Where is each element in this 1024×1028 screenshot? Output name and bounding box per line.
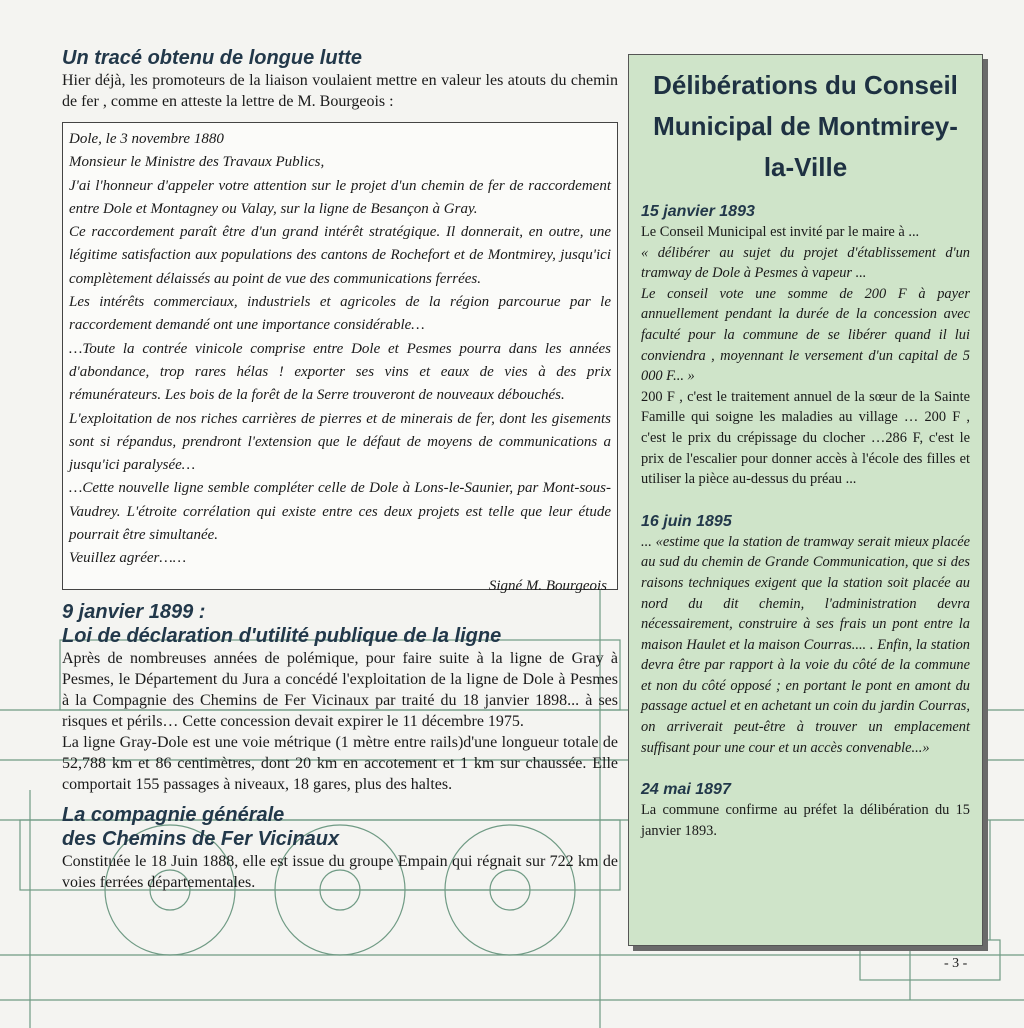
letter-paragraph: Les intérêts commerciaux, industriels et agricoles de la région parcourue par le raccordement demandé ont une importance considérable…	[69, 294, 611, 334]
section-heading-trace: Un tracé obtenu de longue lutte	[62, 47, 363, 69]
letter-date: Dole, le 3 novembre 1880	[69, 131, 224, 147]
entry-quote: ... «estime que la station de tramway serait mieux placée au sud du chemin de Grande Communication, que si des raisons techniques exigent que la station soit placée au nord du dit chemin, l'administration devra nécessairement, construire à ses frais un pont entre la maison Haulet et la maison Courras.... . Enfin, la station devra être par rapport à la voie du côté de la commune et non du côté opposé ; en portant le pont en amont du passage actuel et en achetant un coin du jardin Courras, on arriverait peut-être à trouver un emplacement suffisant pour une cour et un accès convenable...»	[641, 533, 970, 756]
section-heading-compagnie-line2: des Chemins de Fer Vicinaux	[62, 828, 340, 850]
letter-paragraph: J'ai l'honneur d'appeler votre attention sur le projet d'un chemin de fer de raccordement entre Dole et Montagney ou Valay, sur la ligne de Besançon à Gray.	[69, 177, 611, 217]
letter-paragraph: Ce raccordement paraît être d'un grand intérêt stratégique. Il donnerait, en outre, une légitime satisfaction aux populations des cantons de Rochefort et de Montmirey, jusqu'ici complètement délaissés au point de vue des communications ferrées.	[69, 224, 611, 287]
ligne-paragraph: La ligne Gray-Dole est une voie métrique (1 mètre entre rails)d'une longueur totale de 52,788 km et 86 centimètres, dont 20 km en accotement et 1 km sur chaussée. Elle comportait 155 passages à niveaux, 18 gares, plus des haltes.	[62, 734, 618, 793]
letter-paragraph: …Cette nouvelle ligne semble compléter celle de Dole à Lons-le-Saunier, par Mont-sous-Vaudrey. L'étroite corrélation qui existe entre ces deux projets est telle que leur étude pourrait être simultanée.	[69, 480, 611, 544]
loi-paragraph: Après de nombreuses années de polémique, pour faire suite à la ligne de Gray à Pesmes, le Département du Jura a concédé l'exploitation de la ligne de Dole à Pesmes à la Compagnie des Chemins de Fer Vicinaux par traité du 18 janvier 1898... à ses risques et périls… Cette concession devait expirer le 11 décembre 1975.	[62, 650, 618, 730]
entry-text: La commune confirme au préfet la délibération du 15 janvier 1893.	[641, 802, 970, 839]
entry-quote: « délibérer au sujet du projet d'établissement d'un tramway de Dole à Pesmes à vapeur ...	[641, 244, 970, 282]
entry-text: 200 F , c'est le traitement annuel de la sœur de la Sainte Famille qui soigne les maladies au village … 200 F , c'est le prix du crépissage du clocher …286 F, c'est le prix de l'escalier pour donner accès à l'école des filles et utiliser la pièce au-dessus du préau ...	[641, 388, 970, 488]
deliberations-sidebar	[628, 54, 983, 946]
section-date-1899: 9 janvier 1899 :	[62, 601, 206, 623]
sidebar-title: Délibérations du Conseil Municipal de Montmirey-la-Ville	[653, 70, 958, 182]
entry-quote: Le conseil vote une somme de 200 F à payer annuellement pendant la durée de la concession avec faculté pour la commune de se libérer quand il lui conviendra , moyennant le versement d'un capital de 5 000 F... »	[641, 285, 970, 385]
intro-paragraph: Hier déjà, les promoteurs de la liaison voulaient mettre en valeur les atouts du chemin de fer , comme en atteste la lettre de M. Bourgeois :	[62, 72, 618, 110]
section-heading-compagnie-line1: La compagnie générale	[62, 804, 285, 826]
entry-text: Le Conseil Municipal est invité par le maire à ...	[641, 224, 920, 240]
letter-closing: Veuillez agréer……	[69, 550, 187, 567]
entry-date: 15 janvier 1893	[641, 203, 755, 220]
left-column	[62, 46, 618, 893]
compagnie-paragraph: Constituée le 18 Juin 1888, elle est issue du groupe Empain qui régnait sur 722 km de voies ferrées départementales.	[62, 853, 618, 891]
entry-date: 24 mai 1897	[641, 781, 731, 799]
letter-salutation: Monsieur le Ministre des Travaux Publics,	[69, 154, 325, 171]
entry-date: 16 juin 1895	[641, 512, 732, 530]
letter-signature: Signé M. Bourgeois	[488, 577, 607, 594]
page-number: - 3 -	[944, 956, 968, 971]
letter-paragraph: L'exploitation de nos riches carrières de pierres et de minerais de fer, dont les gisements sont si répandus, prendront l'extension que le défaut de moyens de communications a jusqu'ici paralysée…	[69, 410, 611, 474]
section-heading-loi: Loi de déclaration d'utilité publique de la ligne	[62, 625, 502, 647]
letter-paragraph: …Toute la contrée vinicole comprise entre Dole et Pesmes pourra dans les années d'abondance, trop rares hélas ! exporter ses vins et eaux de vies à des prix rémunérateurs. Les bois de la forêt de la Serre trouveront de nouveaux débouchés.	[69, 340, 611, 404]
bourgeois-letter-box	[62, 122, 618, 594]
